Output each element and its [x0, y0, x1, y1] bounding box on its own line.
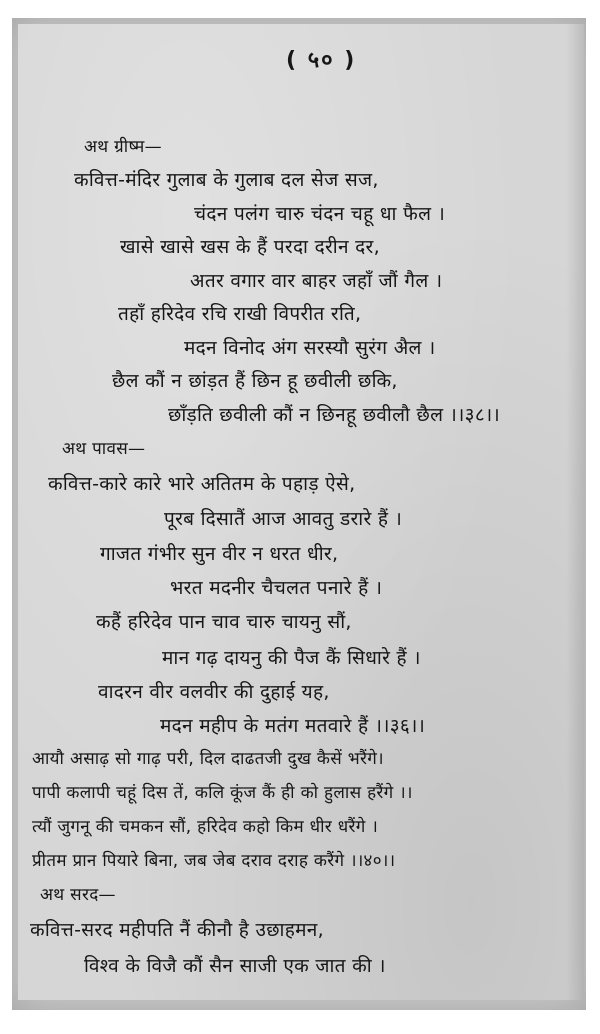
section-heading-grishma: अथ ग्रीष्म— — [84, 137, 162, 157]
verse-line: आयौ असाढ़ सो गाढ़ परी, दिल दाढतजी दुख कैसें भरैंगे। — [32, 749, 384, 769]
verse-line: कहैं हरिदेव पान चाव चारु चायनु सौं, — [96, 611, 352, 633]
verse-line: त्यौं जुगनू की चमकन सौं, हरिदेव कहो किम धीर धरैंगे । — [32, 817, 379, 837]
verse-line: कवित्त-सरद महीपति नैं कीनौ है उछाहमन, — [30, 919, 324, 941]
verse-line: मदन विनोद अंग सरस्यौ सुरंग अैल । — [184, 337, 436, 359]
page-shadow — [566, 24, 584, 1000]
verse-line: छैल कौं न छांड़त हैं छिन हू छवीली छकि, — [112, 370, 398, 392]
verse-line: विश्व के विजै कौं सैन साजी एक जात की । — [84, 955, 386, 977]
section-heading-pavas: अथ पावस— — [62, 439, 146, 459]
book-page — [18, 24, 584, 1000]
page-number: ( ५० ) — [286, 48, 357, 73]
verse-line: मदन महीप के मतंग मतवारे हैं ।।३६।। — [160, 715, 426, 737]
verse-line: भरत मदनीर चैचलत पनारे हैं । — [170, 577, 383, 599]
verse-line: अतर वगार वार बाहर जहाँ जौं गैल । — [190, 270, 443, 292]
verse-line: कवित्त-कारे कारे भारे अतितम के पहाड़ ऐसे, — [48, 473, 356, 495]
section-heading-sarad: अथ सरद— — [40, 885, 116, 905]
verse-line: चंदन पलंग चारु चंदन चहू धा फैल । — [194, 203, 446, 225]
verse-line: गाजत गंभीर सुन वीर न धरत धीर, — [100, 543, 339, 565]
verse-line: पापी कलापी चहूं दिस तें, कलि कूंज कैं ही को हुलास हरैंगे ।। — [32, 783, 413, 803]
verse-line: तहाँ हरिदेव रचि राखी विपरीत रति, — [118, 303, 362, 325]
verse-line: छाँड़ति छवीली कौं न छिनहू छवीलौ छैल ।।३८।। — [168, 404, 501, 426]
verse-line: वादरन वीर वलवीर की दुहाई यह, — [98, 681, 330, 703]
verse-line: पूरब दिसातैं आज आवतु डरारे हैं । — [164, 508, 403, 530]
verse-line: खासे खासे खस के हैं परदा दरीन दर, — [120, 236, 380, 258]
verse-line: मान गढ़ दायनु की पैज कैं सिधारे हैं । — [162, 647, 421, 669]
verse-line: प्रीतम प्रान पियारे बिना, जब जेब दराव दराह करैंगे ।।४०।। — [32, 851, 396, 871]
verse-line: कवित्त-मंदिर गुलाब के गुलाब दल सेज सज, — [74, 169, 379, 191]
